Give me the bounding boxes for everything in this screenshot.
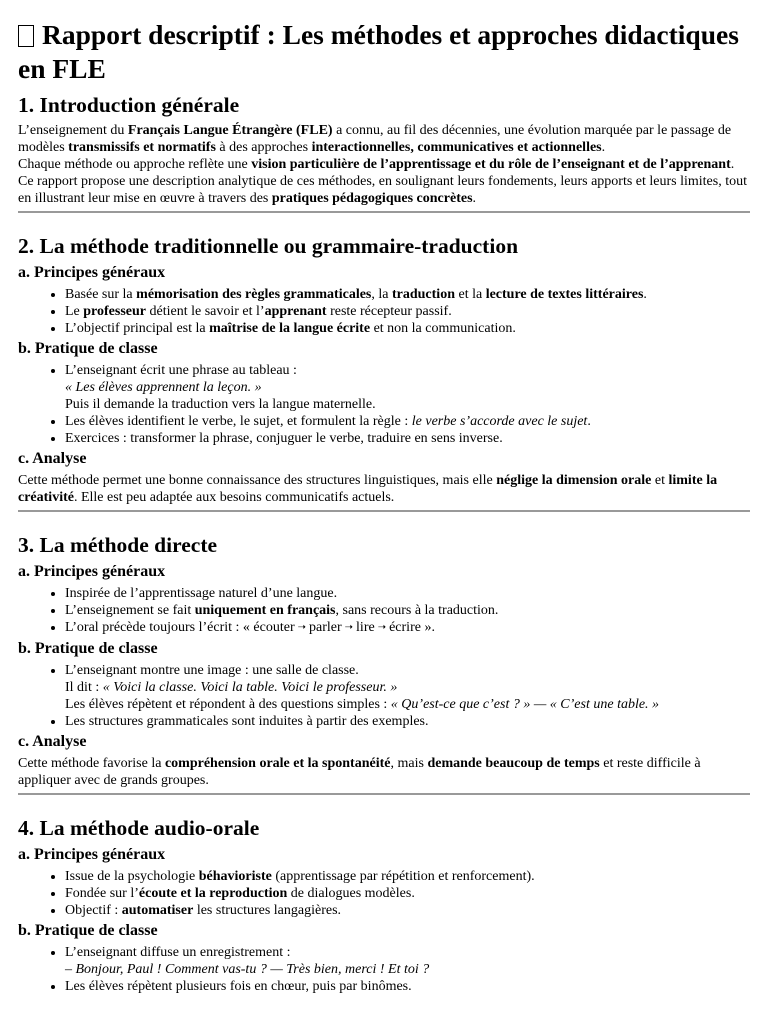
section-divider <box>18 793 750 795</box>
s3-analyse-paragraph: Cette méthode favorise la compréhension orale et la spontanéité, mais demande beaucoup de temps et reste difficile à appliquer avec de grands groupes. <box>18 756 701 788</box>
section-4-heading: 4. La méthode audio-orale <box>18 816 260 840</box>
list-item: • Les élèves répètent plusieurs fois en chœur, puis par binômes. <box>65 978 750 995</box>
s4-pratique-heading: b. Pratique de classe <box>18 922 158 939</box>
arrow-right-icon: ➝ <box>344 622 354 633</box>
list-item: • L’oral précède toujours l’écrit : « écouter ➝ parler ➝ lire ➝ écrire ». <box>65 619 750 637</box>
s3-analyse-heading: c. Analyse <box>18 733 87 750</box>
section-1-paragraph: L’enseignement du Français Langue Étrangère (FLE) a connu, au fil des décennies, une évolution marquée par le passage de modèles transmissifs et normatifs à des approches interactionnelles, communicatives et actionnelles. Chaque méthode ou approche reflète une vision particulière de l’apprentissage et du rôle de l’enseignant et de l’apprenant. Ce rapport propose une description analytique de ces méthodes, en soulignant leurs fondements, leurs apports et leurs limites, tout en illustrant leur mise en œuvre à travers des pratiques pédagogiques concrètes. <box>18 123 747 206</box>
s2-pratique-list <box>18 362 750 447</box>
document-title <box>18 18 750 86</box>
list-item: • Les élèves identifient le verbe, le sujet, et formulent la règle : le verbe s’accorde avec le sujet. <box>65 413 750 430</box>
section-divider <box>18 510 750 512</box>
s3-pratique-list <box>18 662 750 730</box>
list-item: • Basée sur la mémorisation des règles grammaticales, la traduction et la lecture de textes littéraires. <box>65 286 750 303</box>
s2-pratique-heading: b. Pratique de classe <box>18 340 158 357</box>
list-item: • Le professeur détient le savoir et l’apprenant reste récepteur passif. <box>65 303 750 320</box>
s2-analyse-paragraph: Cette méthode permet une bonne connaissance des structures linguistiques, mais elle néglige la dimension orale et limite la créativité. Elle est peu adaptée aux besoins communicatifs actuels. <box>18 473 718 505</box>
s2-principes-list <box>18 286 750 337</box>
section-2-heading: 2. La méthode traditionnelle ou grammaire-traduction <box>18 234 519 258</box>
s3-principes-heading: a. Principes généraux <box>18 563 166 580</box>
s2-analyse-heading: c. Analyse <box>18 450 87 467</box>
list-item: • Objectif : automatiser les structures langagières. <box>65 902 750 919</box>
section-1-heading: 1. Introduction générale <box>18 93 240 117</box>
list-item: • L’objectif principal est la maîtrise de la langue écrite et non la communication. <box>65 320 750 337</box>
list-item: • L’enseignant montre une image : une salle de classe. Il dit : « Voici la classe. Voici la table. Voici le professeur. » Les élèves répètent et répondent à des questions simples : « Qu’est-ce que c’est ? » — « C’est une table. » <box>65 662 750 713</box>
title-text: Rapport descriptif : Les méthodes et approches didactiques en FLE <box>18 19 739 84</box>
list-item: • L’enseignant écrit une phrase au tableau : « Les élèves apprennent la leçon. » Puis il demande la traduction vers la langue maternelle. <box>65 362 750 413</box>
arrow-right-icon: ➝ <box>377 622 387 633</box>
list-item: • L’enseignant diffuse un enregistrement : – Bonjour, Paul ! Comment vas-tu ? — Très bien, merci ! Et toi ? <box>65 944 750 978</box>
section-3-heading: 3. La méthode directe <box>18 533 218 557</box>
arrow-right-icon: ➝ <box>297 622 306 633</box>
s3-pratique-heading: b. Pratique de classe <box>18 640 158 657</box>
missing-glyph-icon <box>18 25 34 47</box>
list-item: • L’enseignement se fait uniquement en français, sans recours à la traduction. <box>65 602 750 619</box>
s4-principes-list <box>18 868 750 919</box>
list-item: • Les structures grammaticales sont induites à partir des exemples. <box>65 713 750 730</box>
s3-principes-list <box>18 585 750 637</box>
list-item: • Issue de la psychologie béhavioriste (apprentissage par répétition et renforcement). <box>65 868 750 885</box>
s4-pratique-list <box>18 944 750 995</box>
s2-principes-heading: a. Principes généraux <box>18 264 166 281</box>
list-item: • Exercices : transformer la phrase, conjuguer le verbe, traduire en sens inverse. <box>65 430 750 447</box>
list-item: • Inspirée de l’apprentissage naturel d’une langue. <box>65 585 750 602</box>
s4-principes-heading: a. Principes généraux <box>18 846 166 863</box>
section-divider <box>18 211 750 213</box>
list-item: • Fondée sur l’écoute et la reproduction de dialogues modèles. <box>65 885 750 902</box>
